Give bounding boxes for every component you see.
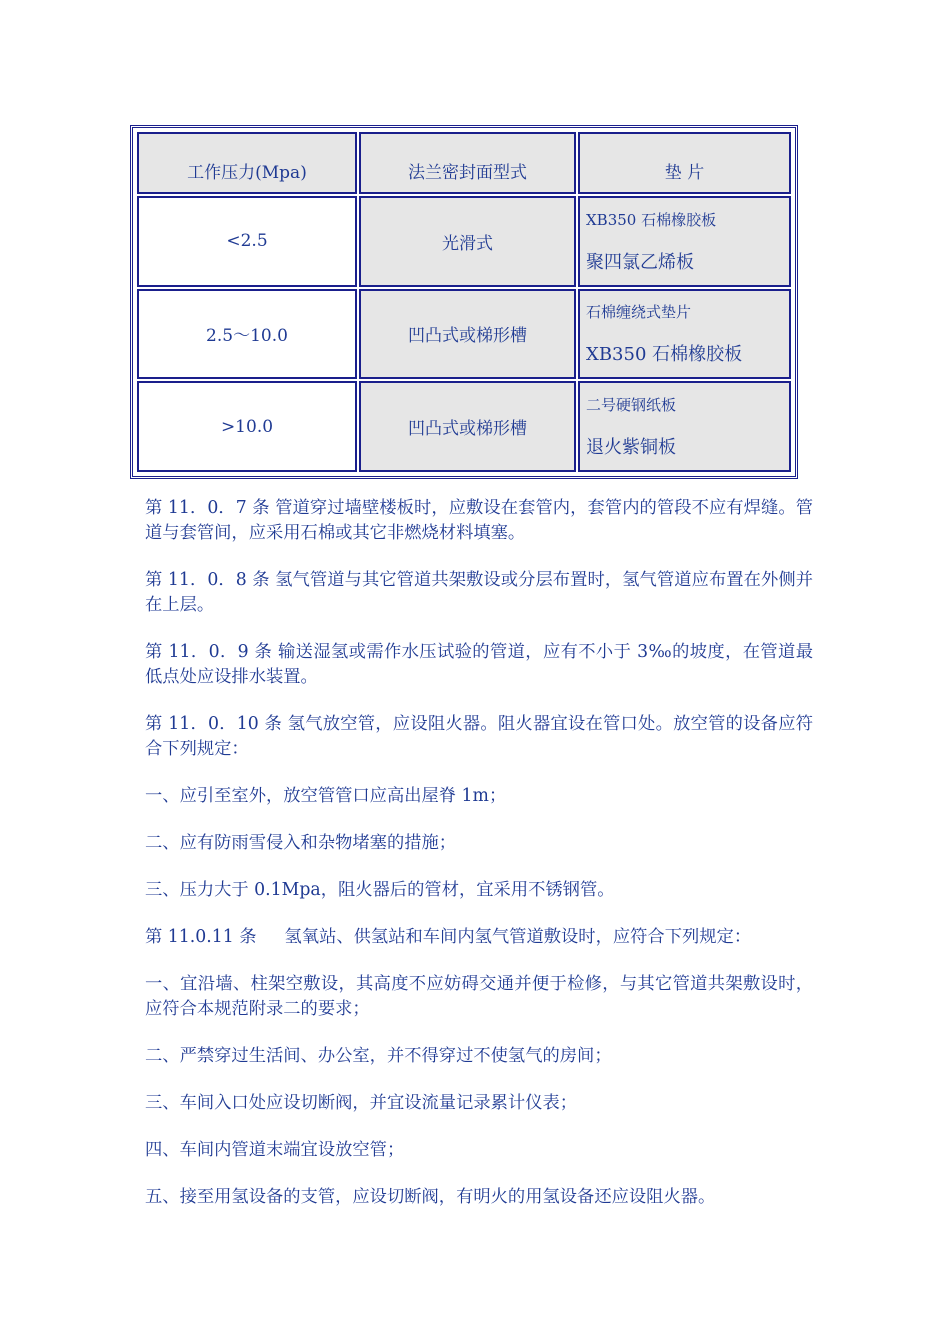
list-item: 二、应有防雨雪侵入和杂物堵塞的措施； (145, 833, 457, 853)
gasket-spec-table (130, 125, 798, 479)
cell-gasket (578, 196, 791, 287)
gasket-option: 聚四氯乙烯板 (586, 251, 694, 273)
article-11-0-9: 第 11．0．9 条 输送湿氢或需作水压试验的管道，应有不小于 3‰的坡度，在管道最低点处应设排水装置。 (145, 642, 813, 687)
table-row (137, 381, 791, 472)
table-row (137, 289, 791, 380)
article-number: 第 11.0.11 条 (145, 927, 257, 947)
header-pressure: 工作压力(Mpa) (137, 132, 357, 194)
header-flange: 法兰密封面型式 (359, 132, 576, 194)
cell-gasket (578, 381, 791, 472)
cell-pressure: <2.5 (137, 196, 357, 287)
list-item: 一、应引至室外，放空管管口应高出屋脊 1m； (145, 786, 507, 806)
cell-flange: 凹凸式或梯形槽 (359, 289, 576, 380)
gasket-option: XB350 石棉橡胶板 (586, 210, 717, 229)
header-gasket: 垫 片 (578, 132, 791, 194)
cell-gasket (578, 289, 791, 380)
list-item: 一、宜沿墙、柱架空敷设，其高度不应妨碍交通并便于检修，与其它管道共架敷设时，应符合本规范附录二的要求； (145, 974, 813, 1019)
spec-table-grid (135, 130, 793, 474)
gasket-option: 退火紫铜板 (586, 437, 676, 459)
gasket-option: 二号硬钢纸板 (586, 396, 677, 415)
document-body (145, 496, 813, 1232)
article-text: 氢氧站、供氢站和车间内氢气管道敷设时，应符合下列规定： (284, 927, 752, 947)
article-11-0-8: 第 11．0．8 条 氢气管道与其它管道共架敷设或分层布置时，氢气管道应布置在外侧并在上层。 (145, 570, 813, 615)
article-11-0-10: 第 11．0．10 条 氢气放空管，应设阻火器。阻火器宜设在管口处。放空管的设备应符合下列规定： (145, 714, 813, 759)
article-11-0-7: 第 11．0．7 条 管道穿过墙壁楼板时，应敷设在套管内，套管内的管段不应有焊缝。管道与套管间，应采用石棉或其它非燃烧材料填塞。 (145, 498, 813, 543)
list-item: 五、接至用氢设备的支管，应设切断阀，有明火的用氢设备还应设阻火器。 (145, 1187, 716, 1207)
cell-pressure: >10.0 (137, 381, 357, 472)
table-header-row (137, 132, 791, 194)
list-item: 二、严禁穿过生活间、办公室，并不得穿过不使氢气的房间； (145, 1046, 612, 1066)
article-11-0-11 (145, 925, 813, 950)
cell-pressure: 2.5～10.0 (137, 289, 357, 380)
gasket-option: XB350 石棉橡胶板 (586, 344, 743, 366)
cell-flange: 光滑式 (359, 196, 576, 287)
table-row (137, 196, 791, 287)
list-item: 四、车间内管道末端宜设放空管； (145, 1140, 405, 1160)
cell-flange: 凹凸式或梯形槽 (359, 381, 576, 472)
list-item: 三、车间入口处应设切断阀，并宜设流量记录累计仪表； (145, 1093, 578, 1113)
gasket-option: 石棉缠绕式垫片 (586, 303, 692, 322)
list-item: 三、压力大于 0.1Mpa，阻火器后的管材，宜采用不锈钢管。 (145, 880, 615, 900)
